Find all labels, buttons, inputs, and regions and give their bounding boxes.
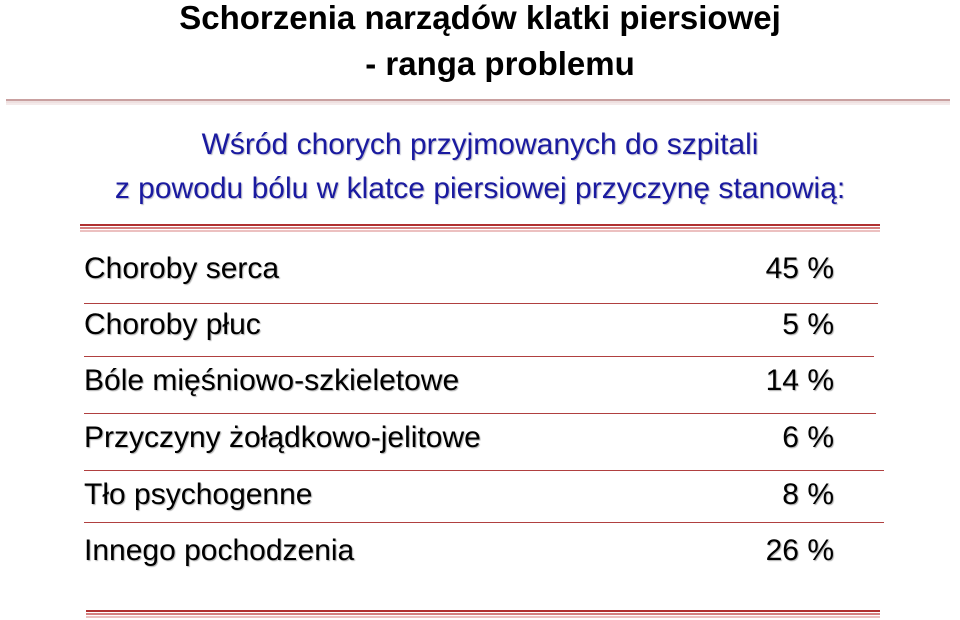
table-row-heart <box>84 251 834 287</box>
footer-divider <box>86 610 880 612</box>
intro-divider <box>80 224 880 226</box>
row-value: 5 % <box>782 308 834 341</box>
row-value: 14 % <box>765 364 834 397</box>
intro-line-2: z powodu bólu w klatce piersiowej przyczynę stanowią: <box>114 172 846 205</box>
title-divider <box>6 99 950 101</box>
slide-title-line-2: - ranga problemu <box>365 45 635 82</box>
intro-line-1: Wśród chorych przyjmowanych do szpitali <box>201 128 759 161</box>
row-label: Bóle mięśniowo-szkieletowe <box>84 364 460 397</box>
row-value: 26 % <box>765 534 834 567</box>
row-value: 6 % <box>782 421 834 454</box>
table-row-gastrointestinal <box>84 420 834 456</box>
row-separator <box>84 522 884 523</box>
row-label: Choroby płuc <box>84 308 261 341</box>
row-value: 45 % <box>765 252 834 285</box>
table-row-musculoskeletal <box>84 363 834 399</box>
row-separator <box>84 470 884 471</box>
row-value: 8 % <box>782 478 834 511</box>
row-label: Przyczyny żołądkowo-jelitowe <box>84 421 481 454</box>
slide-title-line-1: Schorzenia narządów klatki piersiowej <box>179 0 781 36</box>
row-label: Innego pochodzenia <box>84 534 355 567</box>
row-separator <box>84 413 876 414</box>
row-label: Tło psychogenne <box>84 478 313 511</box>
table-row-other <box>84 533 834 569</box>
row-label: Choroby serca <box>84 252 280 285</box>
row-separator <box>84 356 874 357</box>
row-separator <box>84 303 878 304</box>
table-row-lungs <box>84 307 834 343</box>
table-row-psychogenic <box>84 477 834 513</box>
